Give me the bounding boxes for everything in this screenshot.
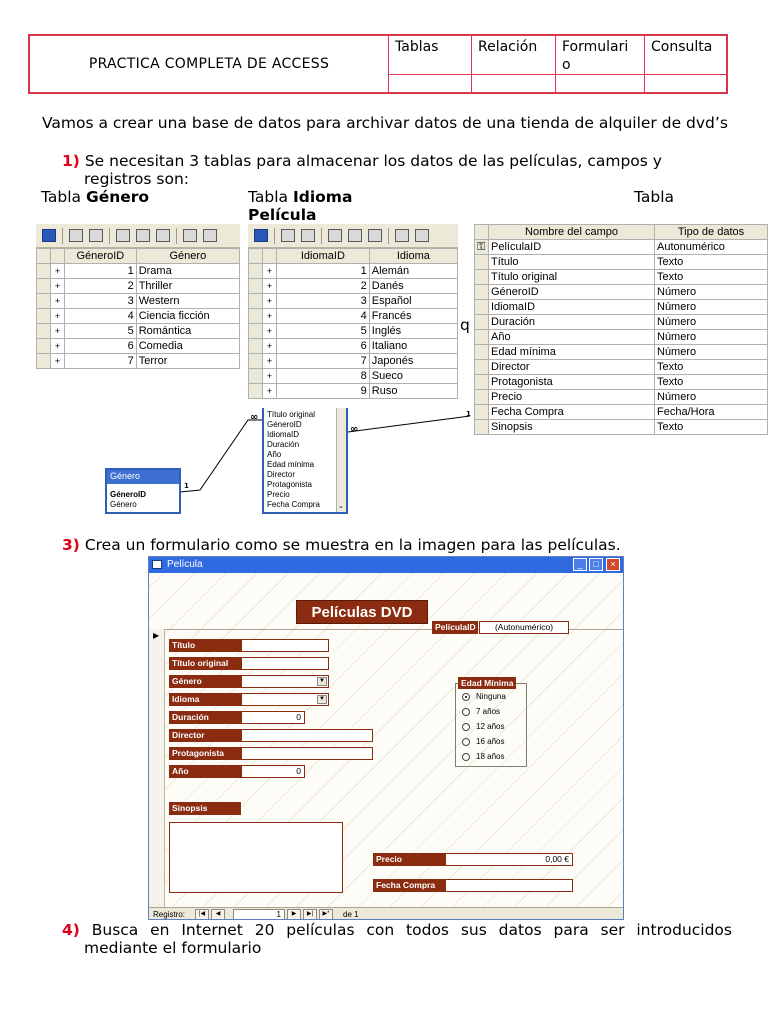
data-type-cell[interactable]: Número [655,330,768,345]
header-col-formulario: Formulario [562,39,629,73]
value-cell[interactable]: Francés [369,309,457,324]
id-cell[interactable]: 9 [277,384,370,399]
edad-minima-group [455,678,527,767]
genero-combo[interactable] [241,675,329,688]
value-cell[interactable]: Drama [136,264,239,279]
data-type-cell[interactable]: Autonumérico [655,240,768,255]
relation-field: Protagonista [267,480,312,489]
value-cell[interactable]: Sueco [369,369,457,384]
peliculaid-label: PelículaID [432,621,478,634]
id-cell[interactable]: 7 [65,354,137,369]
value-cell[interactable]: Romántica [136,324,239,339]
step3-line [62,536,621,554]
data-type-cell[interactable]: Número [655,390,768,405]
value-cell[interactable]: Comedia [136,339,239,354]
value-cell[interactable]: Thriller [136,279,239,294]
record-number-input[interactable]: 1 [233,909,285,920]
header-col-tablas: Tablas [395,39,439,55]
label-tabla-3: Tabla [634,188,675,206]
step1-text: Se necesitan 3 tablas para almacenar los datos de las películas, campos y [84,152,662,170]
id-cell[interactable]: 2 [277,279,370,294]
value-cell[interactable]: Japonés [369,354,457,369]
expand-icon[interactable]: + [51,324,65,339]
expand-icon[interactable]: + [263,384,277,399]
id-cell[interactable]: 1 [65,264,137,279]
director-label: Director [169,729,241,742]
relation-field: Título original [267,410,316,419]
duracion-field[interactable]: 0 [241,711,305,724]
relation-field: GéneroID [110,490,147,499]
close-icon[interactable]: × [606,558,620,571]
field-name-cell[interactable]: Director [489,360,655,375]
anio-field[interactable]: 0 [241,765,305,778]
id-cell[interactable]: 8 [277,369,370,384]
id-cell[interactable]: 6 [277,339,370,354]
chevron-down-icon[interactable]: ▼ [317,695,327,704]
column-header[interactable]: Tipo de datos [655,225,768,240]
data-type-cell[interactable]: Texto [655,270,768,285]
data-type-cell[interactable]: Texto [655,360,768,375]
data-type-cell[interactable]: Fecha/Hora [655,405,768,420]
one-marker: 1 [184,482,189,490]
relation-field: GéneroID [267,420,302,429]
window-titlebar[interactable] [149,557,623,573]
titulo-original-field[interactable] [241,657,329,670]
field-name-cell[interactable]: Sinopsis [489,420,655,435]
titulo-label: Título [169,639,241,652]
idioma-combo[interactable] [241,693,329,706]
field-name-cell[interactable]: PelículaID [489,240,655,255]
expand-icon[interactable]: + [51,294,65,309]
data-type-cell[interactable]: Texto [655,420,768,435]
value-cell[interactable]: Español [369,294,457,309]
step4-text: Busca en Internet 20 películas con todos sus datos para ser introducidos [91,921,732,939]
header-col-consulta: Consulta [651,39,713,55]
field-name-cell[interactable]: Título original [489,270,655,285]
expand-icon[interactable]: + [51,264,65,279]
expand-icon[interactable]: + [51,339,65,354]
form-heading: Películas DVD [296,600,428,624]
titulo-field[interactable] [241,639,329,652]
data-type-cell[interactable]: Número [655,315,768,330]
field-name-cell[interactable]: Año [489,330,655,345]
chevron-down-icon[interactable]: ⌄ [338,503,344,510]
field-name-cell[interactable]: Protagonista [489,375,655,390]
minimize-icon[interactable]: _ [573,558,587,571]
precio-field[interactable]: 0,00 € [445,853,573,866]
field-name-cell[interactable]: Fecha Compra [489,405,655,420]
relation-table-title: Género [107,470,179,484]
radio-icon[interactable] [462,723,470,731]
id-cell[interactable]: 7 [277,354,370,369]
step1-line2: registros son: [84,170,189,188]
one-marker: 1 [466,410,471,418]
many-marker: ∞ [250,412,259,423]
maximize-icon[interactable]: □ [589,558,603,571]
many-marker: ∞ [350,424,359,435]
label-tabla-genero: Tabla Género [41,188,150,206]
data-type-cell[interactable]: Número [655,285,768,300]
protagonista-label: Protagonista [169,747,241,760]
edad-option[interactable]: 12 años [462,722,504,731]
relation-field: Año [267,450,282,459]
scrollbar[interactable] [336,408,346,512]
step-number: 4) [62,921,80,939]
relation-field: Fecha Compra [267,500,320,509]
document-title: PRACTICA COMPLETA DE ACCESS [88,56,330,72]
value-cell[interactable]: Italiano [369,339,457,354]
director-field[interactable] [241,729,373,742]
data-type-cell[interactable]: Texto [655,255,768,270]
relation-field: Edad mínima [267,460,315,469]
sinopsis-label: Sinopsis [169,802,241,815]
value-cell[interactable]: Terror [136,354,239,369]
expand-icon[interactable]: + [51,279,65,294]
id-cell[interactable]: 6 [65,339,137,354]
expand-icon[interactable]: + [263,339,277,354]
expand-icon[interactable]: + [51,354,65,369]
edad-option[interactable]: Ninguna [462,692,506,701]
form-icon [152,560,162,569]
protagonista-field[interactable] [241,747,373,760]
field-name-cell[interactable]: Edad mínima [489,345,655,360]
relation-field: Director [267,470,296,479]
sinopsis-textarea[interactable] [169,822,343,893]
step4-line2: mediante el formulario [84,939,262,957]
relation-field: IdiomaID [267,430,300,439]
id-cell[interactable]: 3 [65,294,137,309]
peliculaid-field[interactable]: (Autonumérico) [479,621,569,634]
idioma-label: Idioma [169,693,241,706]
field-name-cell[interactable]: Título [489,255,655,270]
id-cell[interactable]: 4 [65,309,137,324]
navigation-label: Registro: [153,910,186,919]
expand-icon[interactable]: + [263,354,277,369]
previous-record-icon[interactable]: ◀ [211,909,225,920]
pelicula-form-window [148,556,624,920]
expand-icon[interactable]: + [263,324,277,339]
window-title: Película [167,559,203,570]
record-pointer-icon: ▶ [153,631,160,640]
expand-icon[interactable]: + [263,369,277,384]
relation-table-genero[interactable] [105,468,181,514]
label-pelicula: Película [248,206,317,224]
chevron-down-icon[interactable]: ▼ [317,677,327,686]
new-record-icon[interactable]: ▶* [319,909,333,920]
step4-line1 [62,921,732,939]
value-cell[interactable]: Inglés [369,324,457,339]
value-cell[interactable]: Ciencia ficción [136,309,239,324]
record-navigation-bar [149,907,623,920]
value-cell[interactable]: Alemán [369,264,457,279]
radio-icon[interactable] [462,753,470,761]
step3-text: Crea un formulario como se muestra en la imagen para las películas. [84,536,621,554]
value-cell[interactable]: Danés [369,279,457,294]
id-cell[interactable]: 5 [277,324,370,339]
expand-icon[interactable]: + [263,279,277,294]
value-cell[interactable]: Western [136,294,239,309]
fecha-compra-label: Fecha Compra [373,879,445,892]
titulo-original-label: Título original [169,657,241,670]
genero-label: Género [169,675,241,688]
radio-selected-icon[interactable] [462,693,470,701]
column-header[interactable]: IdiomaID [277,249,370,264]
id-cell[interactable]: 4 [277,309,370,324]
header-col-relacion: Relación [478,39,538,55]
value-cell[interactable]: Ruso [369,384,457,399]
edad-option[interactable]: 18 años [462,752,504,761]
id-cell[interactable]: 5 [65,324,137,339]
id-cell[interactable]: 2 [65,279,137,294]
expand-icon[interactable]: + [51,309,65,324]
relation-field: Duración [267,440,300,449]
record-selector[interactable] [149,629,165,907]
data-type-cell[interactable]: Número [655,300,768,315]
id-cell[interactable]: 3 [277,294,370,309]
radio-icon[interactable] [462,708,470,716]
field-name-cell[interactable]: GéneroID [489,285,655,300]
step-number: 3) [62,536,80,554]
expand-icon[interactable]: + [263,294,277,309]
form-body [149,573,623,907]
anio-label: Año [169,765,241,778]
field-name-cell[interactable]: Duración [489,315,655,330]
expand-icon[interactable]: + [263,309,277,324]
data-type-cell[interactable]: Número [655,345,768,360]
column-header[interactable]: Género [136,249,239,264]
next-record-icon[interactable]: ▶ [287,909,301,920]
record-count: de 1 [343,910,359,919]
radio-icon[interactable] [462,738,470,746]
relation-field: Género [110,500,137,509]
relation-table-pelicula[interactable] [262,408,348,514]
fecha-compra-field[interactable] [445,879,573,892]
primary-key-icon: ⚿ [477,240,486,253]
duracion-label: Duración [169,711,241,724]
column-header[interactable]: Nombre del campo [489,225,655,240]
intro-paragraph: Vamos a crear una base de datos para archivar datos de una tienda de alquiler de dvd’s [42,114,728,132]
last-record-icon[interactable]: ▶| [303,909,317,920]
relation-field: Precio [267,490,290,499]
step-number: 1) [62,152,80,170]
data-type-cell[interactable]: Texto [655,375,768,390]
first-record-icon[interactable]: |◀ [195,909,209,920]
column-header[interactable]: GéneroID [65,249,137,264]
stray-letter: q [460,316,470,334]
field-name-cell[interactable]: IdiomaID [489,300,655,315]
expand-icon[interactable]: + [263,264,277,279]
column-header[interactable]: Idioma [369,249,457,264]
precio-label: Precio [373,853,445,866]
edad-option[interactable]: 16 años [462,737,504,746]
field-name-cell[interactable]: Precio [489,390,655,405]
edad-option[interactable]: 7 años [462,707,500,716]
edad-minima-title: Edad Mínima [458,677,516,689]
label-tabla-idioma: Tabla Idioma [248,188,353,206]
id-cell[interactable]: 1 [277,264,370,279]
